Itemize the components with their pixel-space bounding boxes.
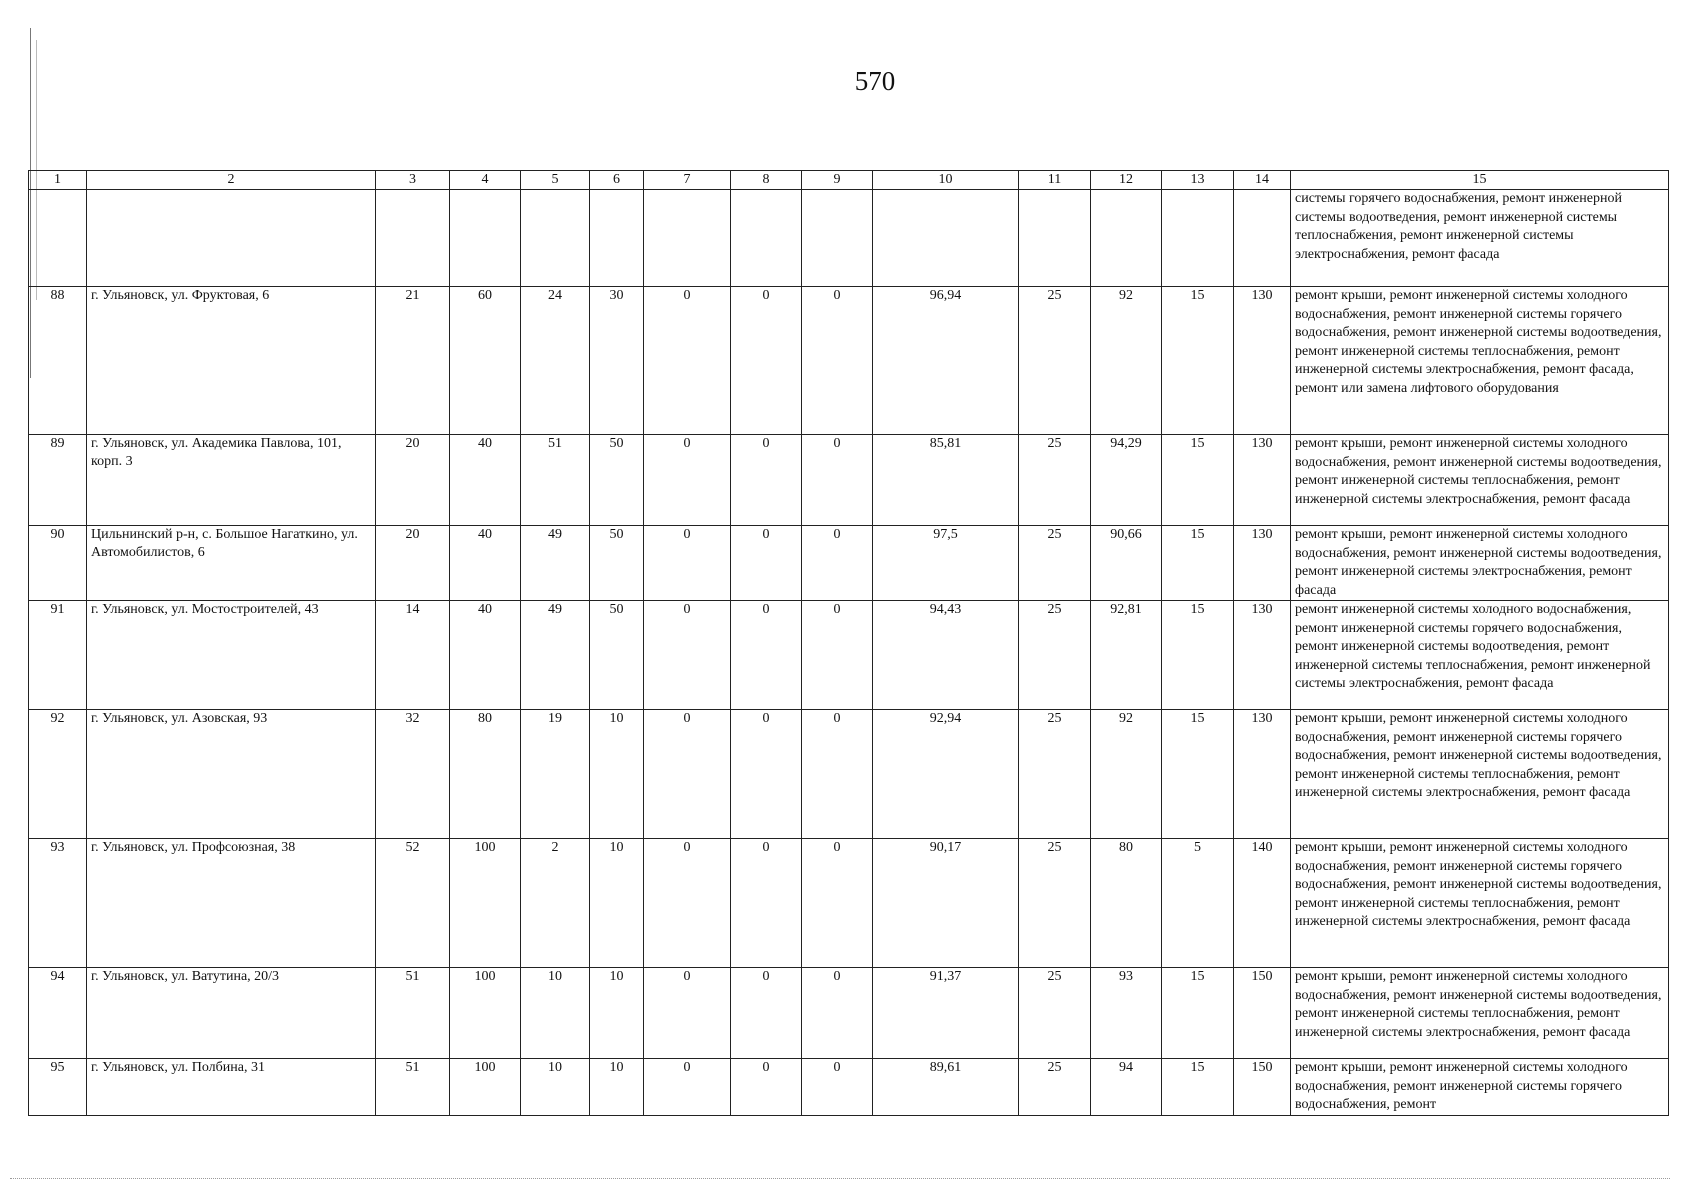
cell-c11: 25 [1019,839,1091,968]
cell-c7: 0 [644,287,731,435]
column-header: 1 [29,171,87,190]
table-row [29,839,1669,968]
cell-address: г. Ульяновск, ул. Мостостроителей, 43 [87,601,376,710]
cell-works: ремонт крыши, ремонт инженерной системы холодного водоснабжения, ремонт инженерной системы водоотведения, ремонт инженерной системы теплоснабжения, ремонт инженерной системы электроснабжения, ремонт фасада [1291,968,1669,1059]
cell-address: г. Ульяновск, ул. Профсоюзная, 38 [87,839,376,968]
cell-c3: 20 [376,526,450,601]
cell-c5: 19 [521,710,590,839]
cell-c6: 10 [590,710,644,839]
cell-c12: 80 [1091,839,1162,968]
cell-works: ремонт крыши, ремонт инженерной системы холодного водоснабжения, ремонт инженерной системы горячего водоснабжения, ремонт инженерной системы водоотведения, ремонт инженерной системы теплоснабжения, ремонт инженерной системы электроснабжения, ремонт фасада [1291,710,1669,839]
cell-c6: 50 [590,435,644,526]
cell-works: ремонт крыши, ремонт инженерной системы холодного водоснабжения, ремонт инженерной системы горячего водоснабжения, ремонт инженерной системы водоотведения, ремонт инженерной системы теплоснабжения, ремонт инженерной системы электроснабжения, ремонт фасада, ремонт или замена лифтового оборудования [1291,287,1669,435]
column-header: 5 [521,171,590,190]
cell-no: 90 [29,526,87,601]
cell-c9: 0 [802,526,873,601]
cell-no [29,190,87,287]
column-header: 12 [1091,171,1162,190]
cell-c11 [1019,190,1091,287]
column-header: 14 [1234,171,1291,190]
cell-c3: 21 [376,287,450,435]
cell-address [87,190,376,287]
scan-edge-line [10,1178,1670,1179]
cell-no: 93 [29,839,87,968]
cell-works: ремонт крыши, ремонт инженерной системы холодного водоснабжения, ремонт инженерной системы водоотведения, ремонт инженерной системы теплоснабжения, ремонт инженерной системы электроснабжения, ремонт фасада [1291,435,1669,526]
table-row [29,435,1669,526]
cell-no: 95 [29,1059,87,1116]
cell-c9: 0 [802,435,873,526]
column-header: 15 [1291,171,1669,190]
cell-no: 88 [29,287,87,435]
cell-c11: 25 [1019,601,1091,710]
cell-c7: 0 [644,526,731,601]
cell-c7: 0 [644,601,731,710]
column-header: 11 [1019,171,1091,190]
cell-c12: 94 [1091,1059,1162,1116]
cell-c12: 94,29 [1091,435,1162,526]
cell-c12: 90,66 [1091,526,1162,601]
cell-c3: 32 [376,710,450,839]
cell-c9: 0 [802,287,873,435]
cell-c7: 0 [644,710,731,839]
cell-c5: 51 [521,435,590,526]
cell-c8: 0 [731,968,802,1059]
cell-c8: 0 [731,839,802,968]
cell-c3: 52 [376,839,450,968]
cell-c10: 89,61 [873,1059,1019,1116]
column-header: 4 [450,171,521,190]
cell-c13: 15 [1162,435,1234,526]
cell-c13: 15 [1162,601,1234,710]
column-header: 10 [873,171,1019,190]
cell-c7: 0 [644,968,731,1059]
page-number: 570 [854,66,896,96]
cell-c5: 2 [521,839,590,968]
cell-c5: 10 [521,1059,590,1116]
table-row [29,710,1669,839]
column-header: 2 [87,171,376,190]
cell-c6: 10 [590,839,644,968]
cell-c9 [802,190,873,287]
cell-c6: 10 [590,968,644,1059]
cell-c4: 40 [450,601,521,710]
cell-c13: 5 [1162,839,1234,968]
cell-c3: 20 [376,435,450,526]
cell-c6: 10 [590,1059,644,1116]
column-header: 8 [731,171,802,190]
cell-no: 94 [29,968,87,1059]
cell-c11: 25 [1019,1059,1091,1116]
cell-c12 [1091,190,1162,287]
cell-c3: 51 [376,1059,450,1116]
header-row [29,171,1669,190]
cell-no: 91 [29,601,87,710]
cell-c10: 91,37 [873,968,1019,1059]
cell-c8: 0 [731,435,802,526]
cell-works: ремонт крыши, ремонт инженерной системы холодного водоснабжения, ремонт инженерной системы горячего водоснабжения, ремонт [1291,1059,1669,1116]
cell-address: г. Ульяновск, ул. Ватутина, 20/3 [87,968,376,1059]
cell-works: ремонт крыши, ремонт инженерной системы холодного водоснабжения, ремонт инженерной системы горячего водоснабжения, ремонт инженерной системы водоотведения, ремонт инженерной системы теплоснабжения, ремонт инженерной системы электроснабжения, ремонт фасада [1291,839,1669,968]
cell-works: системы горячего водоснабжения, ремонт инженерной системы водоотведения, ремонт инженерной системы теплоснабжения, ремонт инженерной системы электроснабжения, ремонт фасада [1291,190,1669,287]
cell-c11: 25 [1019,526,1091,601]
cell-c13: 15 [1162,968,1234,1059]
cell-c9: 0 [802,1059,873,1116]
cell-c13: 15 [1162,526,1234,601]
cell-c12: 92 [1091,710,1162,839]
cell-c10: 96,94 [873,287,1019,435]
cell-c10: 92,94 [873,710,1019,839]
column-header: 9 [802,171,873,190]
repair-program-table [28,170,1669,1116]
cell-c8 [731,190,802,287]
cell-c13 [1162,190,1234,287]
cell-c14: 130 [1234,601,1291,710]
cell-c5: 24 [521,287,590,435]
cell-c14: 150 [1234,1059,1291,1116]
cell-c13: 15 [1162,1059,1234,1116]
cell-works: ремонт инженерной системы холодного водоснабжения, ремонт инженерной системы горячего водоснабжения, ремонт инженерной системы водоотведения, ремонт инженерной системы теплоснабжения, ремонт инженерной системы электроснабжения, ремонт фасада [1291,601,1669,710]
cell-c3: 51 [376,968,450,1059]
table-row [29,287,1669,435]
cell-c14: 130 [1234,435,1291,526]
cell-c14: 130 [1234,526,1291,601]
cell-c8: 0 [731,710,802,839]
cell-c10: 90,17 [873,839,1019,968]
cell-address: г. Ульяновск, ул. Полбина, 31 [87,1059,376,1116]
cell-c8: 0 [731,526,802,601]
cell-c5: 49 [521,526,590,601]
cell-c9: 0 [802,839,873,968]
cell-c14: 130 [1234,287,1291,435]
cell-c4: 40 [450,435,521,526]
cell-c4: 40 [450,526,521,601]
cell-c12: 92,81 [1091,601,1162,710]
cell-c6: 50 [590,601,644,710]
cell-c6: 30 [590,287,644,435]
cell-c13: 15 [1162,710,1234,839]
cell-c7 [644,190,731,287]
cell-address: г. Ульяновск, ул. Академика Павлова, 101, корп. 3 [87,435,376,526]
cell-c3: 14 [376,601,450,710]
cell-c14: 130 [1234,710,1291,839]
cell-no: 92 [29,710,87,839]
cell-c8: 0 [731,601,802,710]
cell-c5: 10 [521,968,590,1059]
cell-c9: 0 [802,968,873,1059]
table-row [29,526,1669,601]
cell-no: 89 [29,435,87,526]
cell-c12: 92 [1091,287,1162,435]
cell-c11: 25 [1019,968,1091,1059]
cell-c13: 15 [1162,287,1234,435]
cell-address: г. Ульяновск, ул. Фруктовая, 6 [87,287,376,435]
cell-c8: 0 [731,287,802,435]
cell-c4: 100 [450,839,521,968]
cell-c4: 80 [450,710,521,839]
table-row [29,968,1669,1059]
cell-c4: 60 [450,287,521,435]
column-header: 7 [644,171,731,190]
cell-c4: 100 [450,968,521,1059]
table-row [29,1059,1669,1116]
cell-c11: 25 [1019,710,1091,839]
cell-c7: 0 [644,1059,731,1116]
column-header: 6 [590,171,644,190]
cell-c7: 0 [644,839,731,968]
cell-works: ремонт крыши, ремонт инженерной системы холодного водоснабжения, ремонт инженерной системы водоотведения, ремонт инженерной системы электроснабжения, ремонт фасада [1291,526,1669,601]
cell-address: г. Ульяновск, ул. Азовская, 93 [87,710,376,839]
cell-c3 [376,190,450,287]
cell-c4: 100 [450,1059,521,1116]
cell-c7: 0 [644,435,731,526]
cell-c5 [521,190,590,287]
cell-c11: 25 [1019,435,1091,526]
cell-c10 [873,190,1019,287]
column-header: 3 [376,171,450,190]
cell-c6: 50 [590,526,644,601]
cell-c5: 49 [521,601,590,710]
cell-c14 [1234,190,1291,287]
cell-c14: 140 [1234,839,1291,968]
cell-c6 [590,190,644,287]
cell-c8: 0 [731,1059,802,1116]
cell-c10: 85,81 [873,435,1019,526]
cell-c9: 0 [802,710,873,839]
table-row [29,601,1669,710]
cell-c10: 94,43 [873,601,1019,710]
cell-c10: 97,5 [873,526,1019,601]
column-header: 13 [1162,171,1234,190]
cell-c4 [450,190,521,287]
cell-c14: 150 [1234,968,1291,1059]
cell-address: Цильнинский р-н, с. Большое Нагаткино, ул. Автомобилистов, 6 [87,526,376,601]
cell-c11: 25 [1019,287,1091,435]
cell-c12: 93 [1091,968,1162,1059]
cell-c9: 0 [802,601,873,710]
table-row-continuation [29,190,1669,287]
